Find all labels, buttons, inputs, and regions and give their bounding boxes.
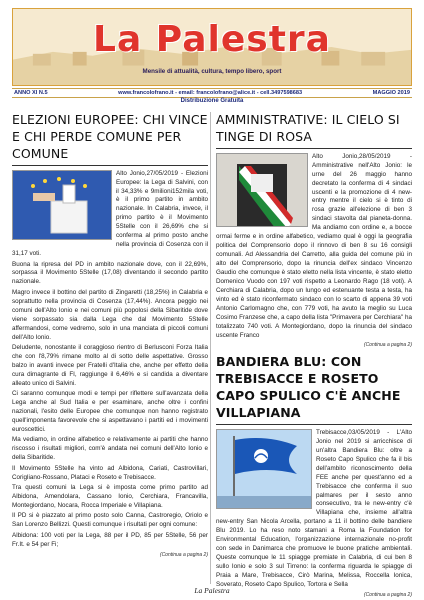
right-top-continues-link[interactable]: (Continua a pagina 2) (363, 342, 412, 349)
right-top-article (216, 112, 412, 348)
left-paragraph-5: Ci saranno comunque modi e tempi per riflettere sull'avanzata della Lega anche al Sud Italia e per esaminare, anche oltre i confini nazionali, l'esito delle Europee che comunque non hanno registrato quell'imponenta favorevole che si aspettavano i partiti ed i movimenti euroscettici. (12, 390, 208, 433)
blue-flag-image (216, 429, 312, 509)
column-divider (210, 112, 211, 584)
ballot-box-image (12, 170, 112, 240)
masthead-subtitle: Mensile di attualità, cultura, tempo libero, sport (142, 68, 282, 75)
issue-date: MAGGIO 2019 (372, 90, 410, 96)
right-column (216, 112, 412, 598)
left-continues-link[interactable]: (Continua a pagina 2) (159, 551, 208, 558)
headline-underline (12, 165, 208, 166)
right-top-headline: AMMINISTRATIVE: IL CIELO SI TINGE DI ROSA (216, 112, 400, 144)
left-paragraph-7: Il Movimento 5Stelle ha vinto ad Albidona, Cariati, Castrovillari, Corigliano-Rossano, Plataci e Roseto e Trebisacce. (12, 464, 208, 481)
left-paragraph-9: Il PD si è piazzato al primo posto solo Canna, Castroregio, Oriolo e San Lorenzo Bellizzi. Questi comunque i risultati per ogni comune: (12, 512, 208, 529)
headline-underline (216, 148, 412, 149)
issue-number: ANNO XI N.5 (14, 90, 48, 96)
masthead (12, 8, 412, 86)
right-bottom-body (216, 429, 412, 590)
left-paragraph-4: Deludente, nonostante il coraggioso rientro di Berlusconi Forza Italia che con l'8,79% rimane molto al di sotto delle aspettative. Grosso balzo in avanti invece per Fratelli d'Italia che, anche per effetto della cura dimagrante di FI, raggiunge il 6,46% e si candida a diventare alleato unico di Salvini. (12, 343, 208, 387)
left-article (12, 112, 208, 558)
info-bar (12, 88, 412, 98)
left-paragraph-3: Magro invece il bottino del partito di Zingaretti (18,25%) in Calabria e soprattutto nella provincia di Cosenza (17,44%). Ancora peggio nei comuni dell'Alto Ionio e nei comuni più popolosi della Sibaritide dove viene sorpassato sia dalla Lega che dal Movimento 5Stelle affermandosi, come vedremo, solo in una manciata di piccoli comuni dell'Alto Ionio. (12, 288, 208, 341)
distribution-note: Distribuzione Gratuita (180, 98, 244, 104)
left-paragraph-1: Alto Jonio,27/05/2019 - Elezioni Europee: la Lega di Salvini, con il 34,33% e 9milioni152mila voti, è il primo partito in ambito nazionale. In Calabria, invece, il primo partito è il Movimento 5Stelle con il 26,69% che si conferma al primo posto anche nella provincia di Cosenza con il 31,17 voti. (12, 169, 208, 258)
left-paragraph-10: Albidona: 100 voti per la Lega, 88 per il PD, 85 per 5Stelle, 56 per Fr.It. e 54 per Fi; (12, 531, 208, 548)
right-top-body (216, 153, 412, 341)
left-paragraph-6: Ma vediamo, in ordine alfabetico e relativamente ai partiti che hanno riscosso i risultati migliori, com'è andata nei comuni dell'Alto Ionio e della Sibaritide. (12, 436, 208, 462)
contact-info: www.francolofrano.it - email: francolofrano@alice.it - cell.3497598683 (118, 90, 303, 96)
right-bottom-headline: BANDIERA BLU: CON TREBISACCE E ROSETO CAPO SPULICO C'È ANCHE VILLAPIANA (216, 354, 401, 421)
right-bottom-article (216, 354, 412, 597)
page-footer: La Palestra (194, 586, 230, 595)
right-top-paragraph: Alto Jonio,28/05/2019 - Amministrative nell'Alto Jonio: le urne del 26 maggio hanno decretato la conferma di 4 sindaci uscenti e la promozione di 4 new-entry mentre il cielo si è tinto di rosa grazie all'elezione di ben 3 sindaci stavolta dal pianeta-donna. Ma andiamo con ordine e, a bocce ormai ferme e in ordine alfabetico, vediamo qual è oggi la geografia politica del Comprensorio dopo il rinnovo di ben 8 su 16 consigli comunali. Ad Alessandria del Carretto, alla guida del comune più in alto del Comprensorio, dopo la rinuncia dell'ex sindaco Vincenzo Gaudio che comunque è stato eletto nella lista vincente, è stato eletto Domenico Vuodo con 197 voti rispetto a Leonardo Rago (18 voti). A Cerchiara di Calabria, dopo un lungo ed estenuante testa a testa, ha vinto ed è stato riconfermato sindaco con lo scarto di appena 39 voti Antonio Carlomagno che, con 779 voti, ha avuto la meglio su Luca Cosimo Franzese che, a capo della lista "Primavera per Cerchiara" ha totalizzato 740 voti. A Montegiordano, dopo la rinuncia del sindaco uscente Franco (216, 152, 412, 339)
mayor-sash-image (216, 153, 308, 227)
headline-underline (216, 424, 412, 425)
left-article-headline: ELEZIONI EUROPEE: CHI VINCE E CHI PERDE COMUNE PER COMUNE (12, 112, 208, 161)
left-paragraph-2: Buona la ripresa del PD in ambito nazionale dove, con il 22,69%, sorpassa il Movimento 5Stelle (17,08) diventando il secondo partito nazionale. (12, 260, 208, 286)
right-bottom-paragraph: Trebisacce,03/05/2019 - L'Alto Jonio nel 2019 si arricchisce di un'altra Bandiera Blu: oltre a Roseto Capo Spulico che fa il bis dell'ambito riconoscimento della FEE anche per quest'anno ed a Trebisacce che conferma il suo palmares per il sesto anno consecutivo, tra le new-entry c'è Villapiana che, insieme all'altra new-entry San Nicola Arcella, portano a 11 il bottino delle bandiere Blu 2019. Lo ha reso noto stamani a Roma la Foundation for Environmental Education, l'organizzazione internazionale no-profit con sede in Danimarca che promuove le buone pratiche ambientali. Queste comunque le 11 spiagge premiate in Calabria, di cui ben 8 sullo Ionio e solo 3 sul Tirreno: la conferma riguarda le spiagge di Praia a Mare, Trebisacce, Cirò Marina, Melissa, Roccella Ionica, Soverato, Roseto Capo Spulico, Tortora e Sella (216, 428, 412, 588)
left-paragraph-8: Tra questi comuni la Lega si è imposta come primo partito ad Albidona, Amendolara, Cassano Ionio, Cerchiara, Francavilla, Montegiordano, Nocara, Rocca Imperiale e Villapiana. (12, 484, 208, 509)
left-article-body (12, 170, 208, 550)
masthead-title: La Palestra (93, 19, 331, 60)
right-bottom-continues-link[interactable]: (Continua a pagina 2) (363, 591, 412, 598)
